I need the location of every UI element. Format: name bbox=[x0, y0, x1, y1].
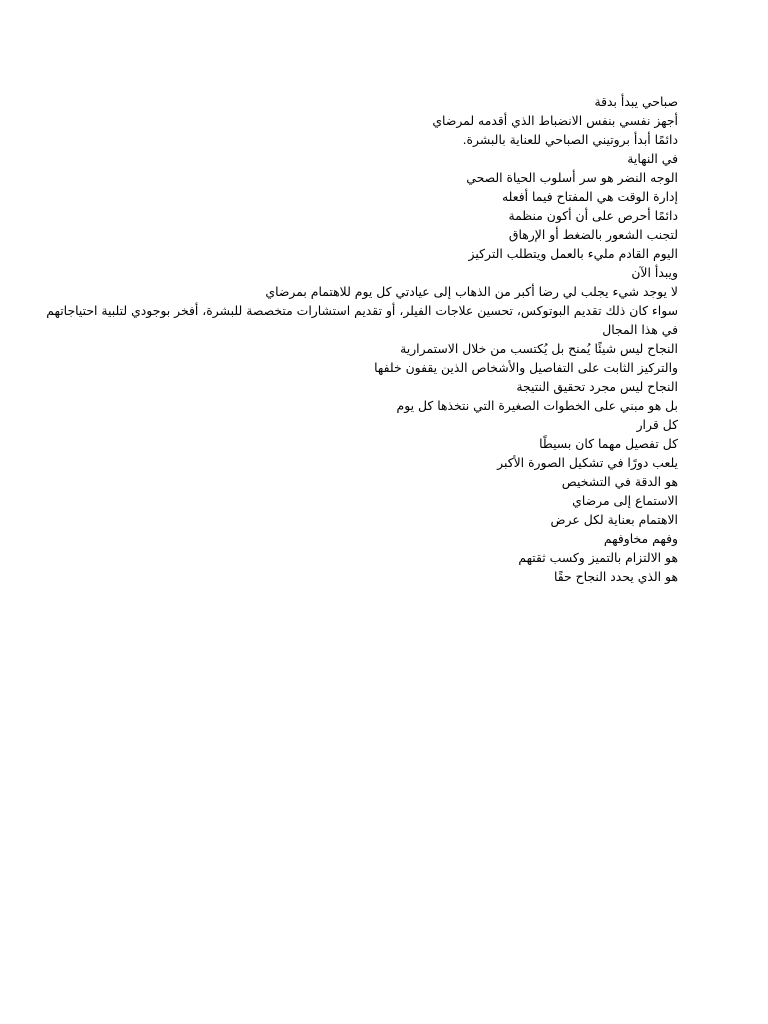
text-line: دائمًا أحرص على أن أكون منظمة bbox=[508, 208, 678, 223]
text-line: أجهز نفسي بنفس الانضباط الذي أقدمه لمرضاي bbox=[432, 113, 678, 128]
text-line: الاستماع إلى مرضاي bbox=[572, 493, 678, 508]
text-line: النجاح ليس مجرد تحقيق النتيجة bbox=[516, 379, 678, 394]
text-line: لتجنب الشعور بالضغط أو الإرهاق bbox=[508, 227, 678, 242]
text-line: الاهتمام بعناية لكل عرض bbox=[550, 512, 678, 527]
text-line: الوجه النضر هو سر أسلوب الحياة الصحي bbox=[466, 170, 678, 185]
document-body bbox=[18, 92, 678, 586]
text-paragraph: سواء كان ذلك تقديم البوتوكس، تحسين علاجات الفيلر، أو تقديم استشارات متخصصة للبشرة، أفخر بوجودي لتلبية احتياجاتهم bbox=[46, 303, 678, 318]
text-line: النجاح ليس شيئًا يُمنح بل يُكتسب من خلال الاستمرارية bbox=[400, 341, 678, 356]
text-line: لا يوجد شيء يجلب لي رضا أكبر من الذهاب إلى عيادتي كل يوم للاهتمام بمرضاي bbox=[265, 284, 678, 299]
text-line: في هذا المجال bbox=[602, 322, 678, 337]
text-line: يلعب دورًا في تشكيل الصورة الأكبر bbox=[497, 455, 678, 470]
text-line: صباحي يبدأ بدقة bbox=[594, 94, 678, 109]
text-line: والتركيز الثابت على التفاصيل والأشخاص الذين يقفون خلفها bbox=[374, 360, 678, 375]
text-line: هو الالتزام بالتميز وكسب ثقتهم bbox=[518, 550, 678, 565]
text-line: كل قرار bbox=[636, 417, 678, 432]
text-line: في النهاية bbox=[627, 151, 678, 166]
text-line: ويبدأ الآن bbox=[631, 265, 678, 280]
text-line: اليوم القادم مليء بالعمل ويتطلب التركيز bbox=[468, 246, 678, 261]
text-line: بل هو مبني على الخطوات الصغيرة التي نتخذها كل يوم bbox=[396, 398, 678, 413]
text-line: إدارة الوقت هي المفتاح فيما أفعله bbox=[502, 189, 678, 204]
text-line: كل تفصيل مهما كان بسيطًا bbox=[539, 436, 678, 451]
text-line: هو الدقة في التشخيص bbox=[561, 474, 678, 489]
text-line: دائمًا أبدأ بروتيني الصباحي للعناية بالبشرة. bbox=[462, 132, 678, 147]
text-line: وفهم مخاوفهم bbox=[603, 531, 678, 546]
text-line: هو الذي يحدد النجاح حقًا bbox=[553, 569, 678, 584]
